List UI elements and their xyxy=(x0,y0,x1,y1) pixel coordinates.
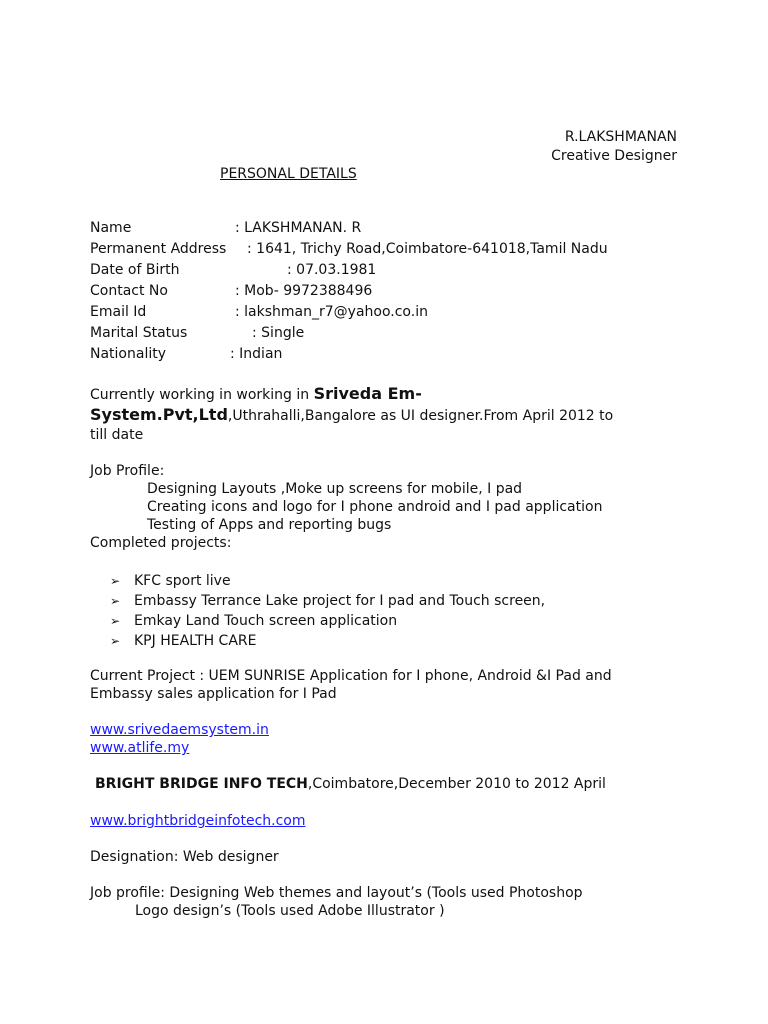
list-item: ➢ KFC sport live xyxy=(110,573,231,589)
personal-label: Date of Birth xyxy=(90,262,180,278)
section-title-personal-details: PERSONAL DETAILS xyxy=(220,166,357,182)
list-item: ➢ KPJ HEALTH CARE xyxy=(110,633,257,649)
personal-row-name xyxy=(90,219,361,237)
current-job-line-1 xyxy=(90,385,422,404)
current-project-line-1: Current Project : UEM SUNRISE Application for I phone, Android &I Pad and xyxy=(90,668,612,684)
personal-value: : Mob- 9972388496 xyxy=(235,283,373,299)
current-project-line-2: Embassy sales application for I Pad xyxy=(90,686,337,702)
personal-row-address xyxy=(90,240,608,258)
resume-title: Creative Designer xyxy=(551,148,677,164)
job-profile-item: Testing of Apps and reporting bugs xyxy=(147,517,392,533)
arrow-bullet-icon: ➢ xyxy=(110,574,121,588)
personal-row-nationality xyxy=(90,345,282,363)
resume-name: R.LAKSHMANAN xyxy=(564,129,677,145)
personal-label: Contact No xyxy=(90,283,168,299)
personal-label: Nationality xyxy=(90,346,167,362)
link-atlife[interactable]: www.atlife.my xyxy=(90,740,190,756)
personal-row-marital xyxy=(90,324,304,342)
personal-label: Marital Status xyxy=(90,325,188,341)
completed-projects-heading: Completed projects: xyxy=(90,535,232,551)
arrow-bullet-icon: ➢ xyxy=(110,594,121,608)
personal-row-contact xyxy=(90,282,372,300)
personal-value: : LAKSHMANAN. R xyxy=(235,220,362,236)
personal-value: : 07.03.1981 xyxy=(287,262,377,278)
completed-projects-list xyxy=(110,571,545,651)
job-profile-item: Designing Layouts ,Moke up screens for mobile, I pad xyxy=(147,481,523,497)
list-item: ➢ Emkay Land Touch screen application xyxy=(110,613,398,629)
current-company-name-part-2: System.Pvt,Ltd xyxy=(90,405,228,424)
previous-job-profile-line-2: Logo design’s (Tools used Adobe Illustrator ) xyxy=(135,903,445,919)
job-profile-item: Creating icons and logo for I phone android and I pad application xyxy=(147,499,603,515)
personal-value: : 1641, Trichy Road,Coimbatore-641018,Tamil Nadu xyxy=(247,241,608,257)
previous-job-line xyxy=(95,775,606,793)
list-item: ➢ Embassy Terrance Lake project for I pad and Touch screen, xyxy=(110,593,546,609)
personal-label: Permanent Address xyxy=(90,241,227,257)
personal-value: : Single xyxy=(252,325,305,341)
current-job-line-2 xyxy=(90,406,613,425)
personal-label: Name xyxy=(90,220,132,236)
job-profile-heading: Job Profile: xyxy=(90,463,165,479)
designation-line: Designation: Web designer xyxy=(90,849,279,865)
personal-value: : Indian xyxy=(230,346,283,362)
previous-job-profile-line-1: Job profile: Designing Web themes and layout’s (Tools used Photoshop xyxy=(90,885,583,901)
previous-job-details: ,Coimbatore,December 2010 to 2012 April xyxy=(307,776,606,792)
link-brightbridgeinfotech[interactable]: www.brightbridgeinfotech.com xyxy=(90,813,306,829)
arrow-bullet-icon: ➢ xyxy=(110,614,121,628)
current-job-intro: Currently working in working in xyxy=(90,387,314,403)
previous-company-name: BRIGHT BRIDGE INFO TECH xyxy=(95,776,308,792)
current-job-duration: till date xyxy=(90,427,144,443)
link-srivedaemsystem[interactable]: www.srivedaemsystem.in xyxy=(90,722,269,738)
personal-row-email xyxy=(90,303,428,321)
personal-label: Email Id xyxy=(90,304,147,320)
arrow-bullet-icon: ➢ xyxy=(110,634,121,648)
personal-value: : lakshman_r7@yahoo.co.in xyxy=(235,304,428,320)
current-job-details: ,Uthrahalli,Bangalore as UI designer.From April 2012 to xyxy=(227,408,614,424)
personal-row-dob xyxy=(90,261,376,279)
current-company-name-part-1: Sriveda Em- xyxy=(313,384,422,403)
